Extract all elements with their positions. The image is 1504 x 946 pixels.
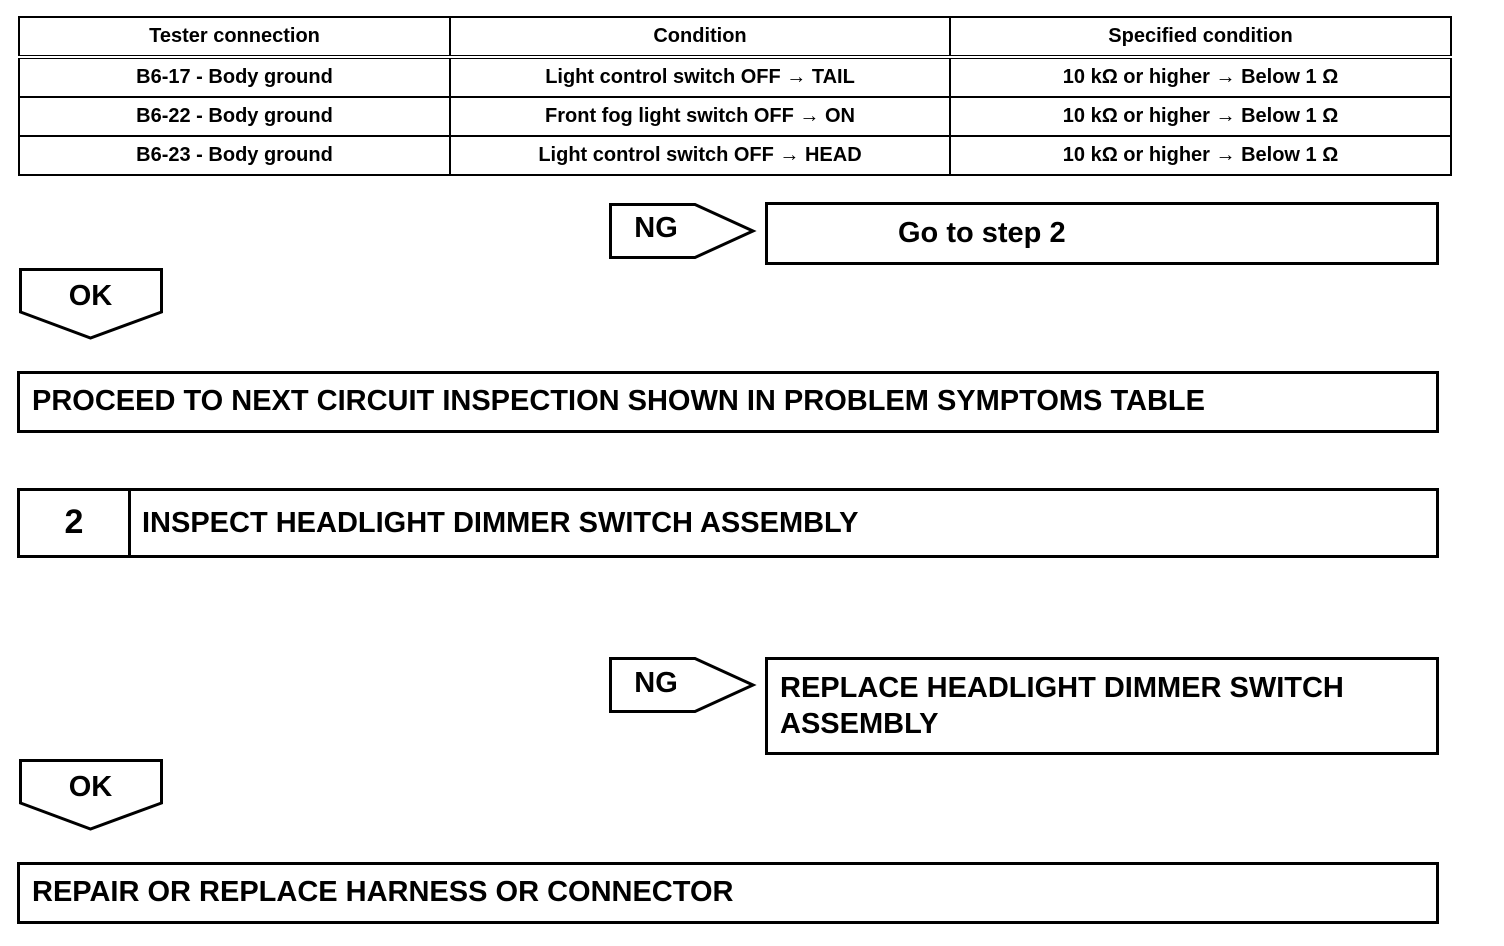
ok-label: OK — [68, 771, 113, 803]
table-header-row — [19, 17, 1451, 57]
header-condition: Condition — [450, 17, 950, 57]
cell-condition: Front fog light switch OFF → ON — [450, 97, 950, 136]
proceed-next-circuit-box — [17, 371, 1439, 433]
step-number: 2 — [64, 503, 84, 541]
go-to-step-2-text: Go to step 2 — [898, 217, 1066, 249]
cell-tester-connection: B6-23 - Body ground — [19, 136, 450, 175]
repair-harness-text: REPAIR OR REPLACE HARNESS OR CONNECTOR — [32, 876, 734, 908]
cell-specified-condition: 10 kΩ or higher → Below 1 Ω — [950, 136, 1451, 175]
replace-dimmer-switch-line1: REPLACE HEADLIGHT DIMMER SWITCH — [780, 672, 1344, 704]
ng-label: NG — [634, 212, 678, 244]
step-divider — [128, 491, 131, 555]
table-row — [19, 136, 1451, 175]
ok-label: OK — [68, 280, 113, 312]
replace-dimmer-switch-line2: ASSEMBLY — [780, 708, 939, 740]
cell-condition: Light control switch OFF → HEAD — [450, 136, 950, 175]
spec-table — [18, 16, 1452, 176]
cell-specified-condition: 10 kΩ or higher → Below 1 Ω — [950, 97, 1451, 136]
proceed-next-circuit-text: PROCEED TO NEXT CIRCUIT INSPECTION SHOWN IN PROBLEM SYMPTOMS TABLE — [32, 385, 1205, 417]
step-2-title: INSPECT HEADLIGHT DIMMER SWITCH ASSEMBLY — [142, 507, 859, 539]
table-row — [19, 97, 1451, 136]
cell-tester-connection: B6-22 - Body ground — [19, 97, 450, 136]
replace-dimmer-switch-box — [765, 657, 1439, 755]
repair-harness-box — [17, 862, 1439, 924]
header-specified-condition: Specified condition — [950, 17, 1451, 57]
ng-label: NG — [634, 667, 678, 699]
cell-specified-condition: 10 kΩ or higher → Below 1 Ω — [950, 57, 1451, 97]
cell-condition: Light control switch OFF → TAIL — [450, 57, 950, 97]
header-tester-connection: Tester connection — [19, 17, 450, 57]
cell-tester-connection: B6-17 - Body ground — [19, 57, 450, 97]
table-row — [19, 57, 1451, 97]
go-to-step-2-box — [765, 202, 1439, 265]
step-2-header — [17, 488, 1439, 558]
